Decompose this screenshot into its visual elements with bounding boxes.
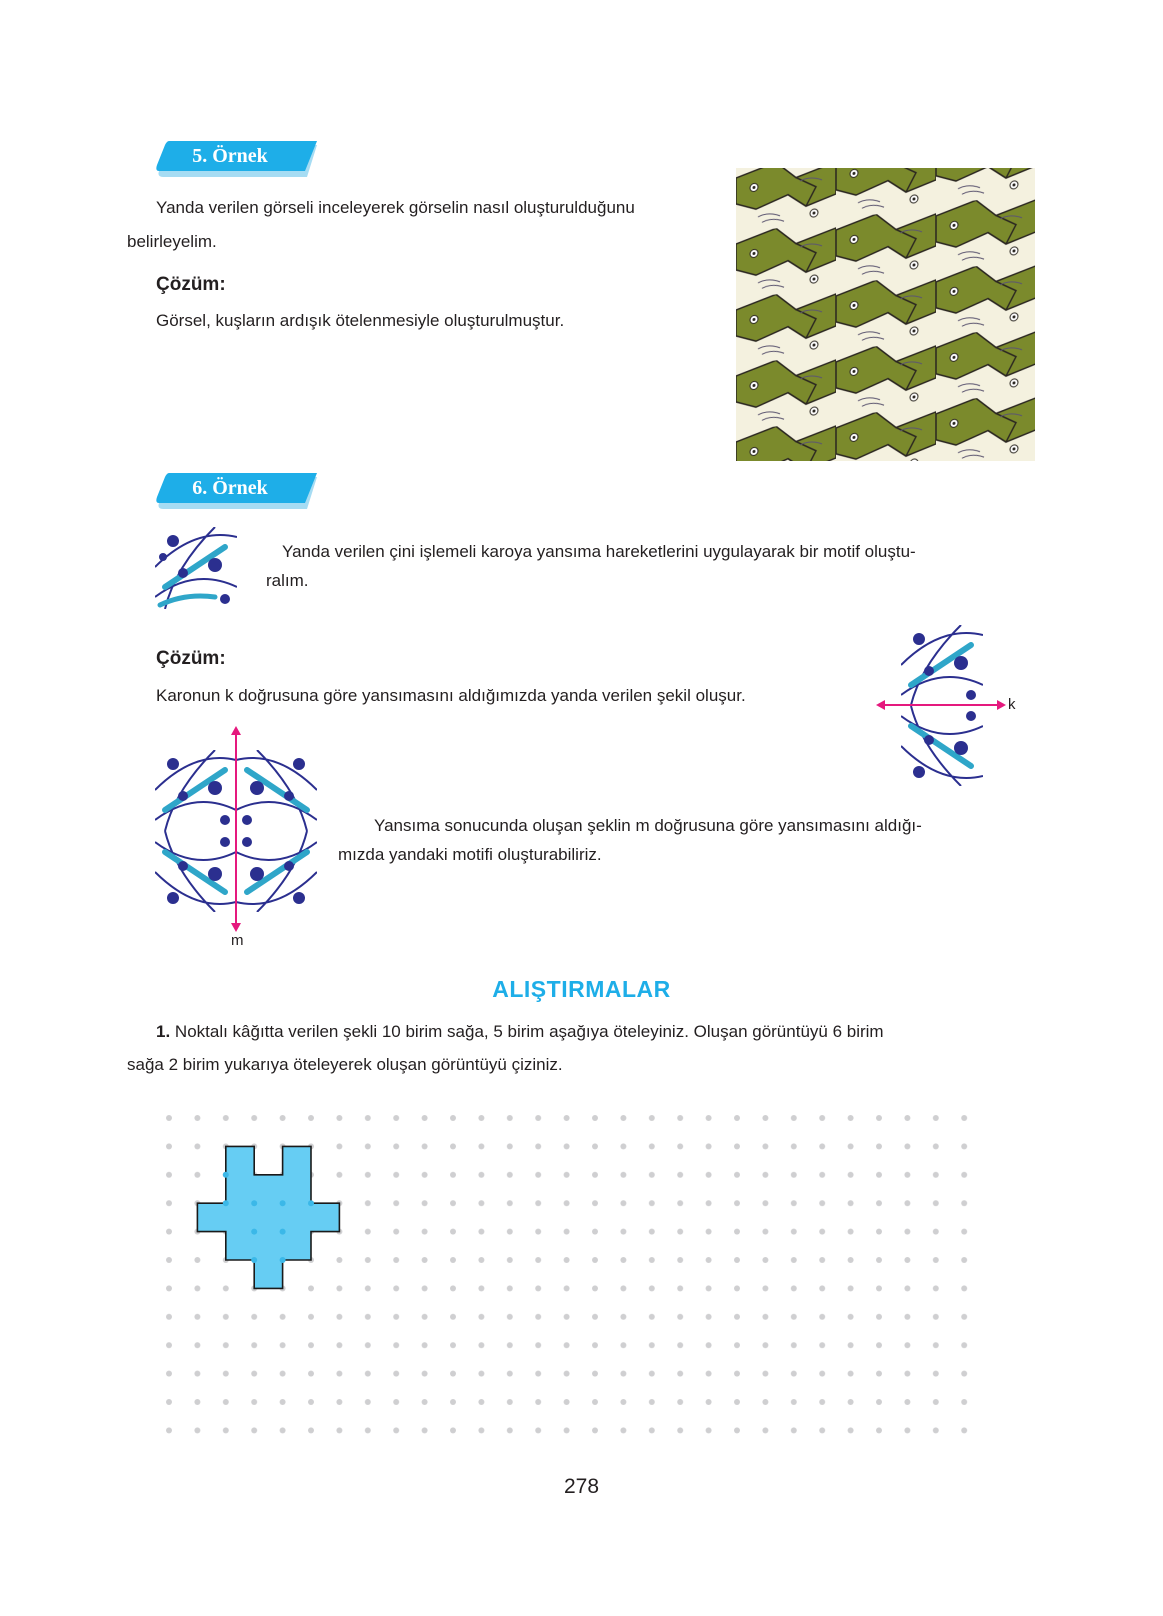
example-6-question-line2: ralım. [266,571,309,590]
line-k-arrow [876,697,1006,713]
example-5-question-line2: belirleyelim. [127,232,217,251]
exercise-1-line1 [156,1015,884,1049]
example-5-tag-label: 5. Örnek [192,145,268,167]
line-m-label: m [231,932,244,949]
example-6-result-line1: Yansıma sonucunda oluşan şeklin m doğrusuna göre yansımasını aldığı- [374,816,922,835]
example-6-question-line1: Yanda verilen çini işlemeli karoya yansıma hareketlerini uygulayarak bir motif oluştu- [282,542,916,561]
dot-grid [160,1108,980,1438]
tessellation-birds-image [736,168,1035,461]
example-6-result-line2: mızda yandaki motifi oluşturabiliriz. [338,845,602,864]
iznik-tile-image [155,527,237,609]
page-number: 278 [563,1475,600,1498]
exercise-1-number: 1. [156,1022,171,1041]
exercise-1-line2: sağa 2 birim yukarıya öteleyerek oluşan görüntüyü çiziniz. [127,1055,563,1074]
line-m-arrow [228,726,244,932]
example-5-solution-text: Görsel, kuşların ardışık ötelenmesiyle oluşturulmuştur. [156,311,565,330]
line-k-label: k [1008,696,1016,713]
example-6-tag [155,473,317,507]
example-5-question-line1: Yanda verilen görseli inceleyerek görselin nasıl oluşturulduğunu [156,198,635,217]
example-6-tag-label: 6. Örnek [192,477,268,499]
example-6-solution-text: Karonun k doğrusuna göre yansımasını aldığımızda yanda verilen şekil oluşur. [156,686,746,705]
exercises-title: ALIŞTIRMALAR [492,976,671,1002]
example-6-solution-heading: Çözüm: [156,648,226,669]
example-5-tag [155,141,317,175]
exercise-1-text: Noktalı kâğıtta verilen şekli 10 birim sağa, 5 birim aşağıya öteleyiniz. Oluşan görüntüyü 6 birim [174,1022,884,1041]
example-5-solution-heading: Çözüm: [156,274,226,295]
